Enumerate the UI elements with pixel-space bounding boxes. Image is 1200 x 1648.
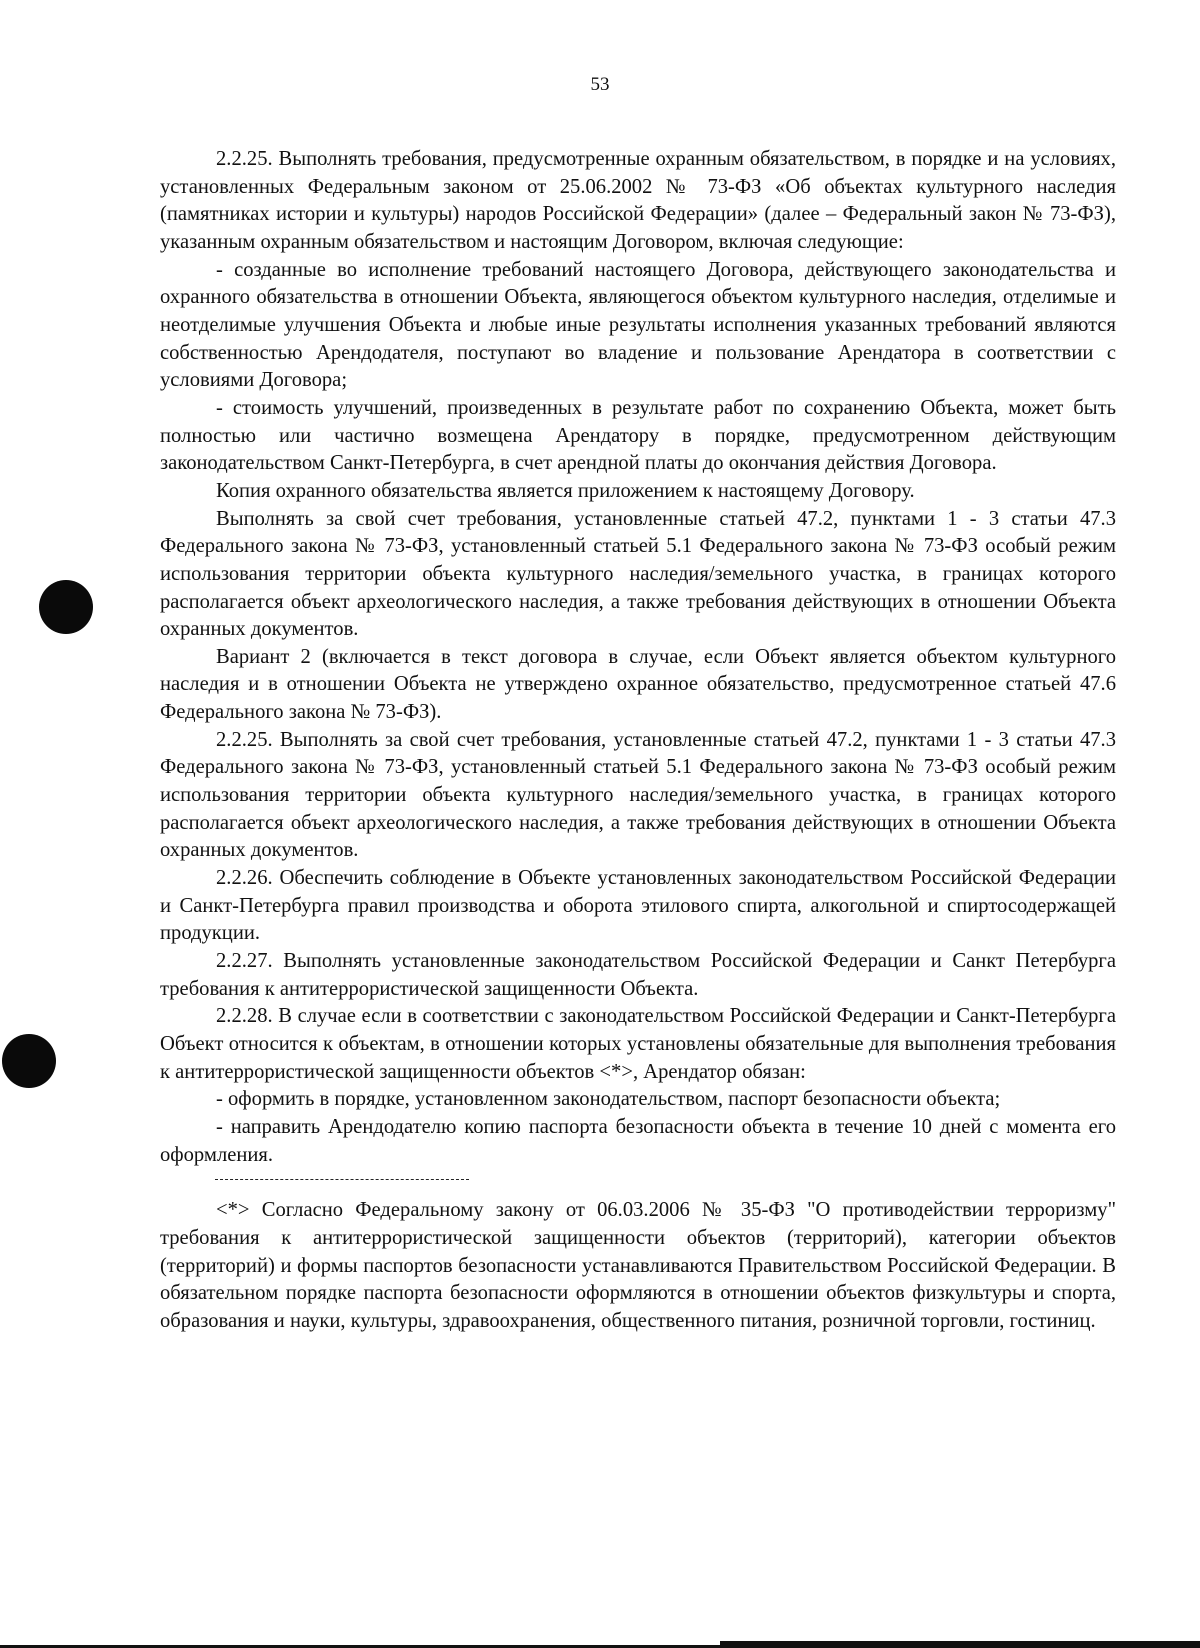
paragraph-2-2-27: 2.2.27. Выполнять установленные законодательством Российской Федерации и Санкт Петербурга требования к антитеррористической защищенности Объекта. <box>160 950 1116 1000</box>
paragraph-variant-2: Вариант 2 (включается в текст договора в случае, если Объект является объектом культурного наследия и в отношении Объекта не утверждено охранное обязательство, предусмотренное статьей 47.6 Федерального закона № 73-ФЗ). <box>160 645 1116 724</box>
list-item: - стоимость улучшений, произведенных в результате работ по сохранению Объекта, может быть полностью или частично возмещена Арендатору в порядке, предусмотренном действующим законодательством Санкт-Петербурга, в счет арендной платы до окончания действия Договора. <box>160 396 1116 475</box>
footnote: <*> Согласно Федеральному закону от 06.03.2006 № 35-ФЗ "О противодействии терроризму" требования к антитеррористической защищенности объектов (территорий), категории объектов (территорий) и формы паспортов безопасности устанавливаются Правительством Российской Федерации. В обязательном порядке паспорта безопасности оформляются в отношении объектов физкультуры и спорта, образования и науки, культуры, здравоохранения, общественного питания, розничной торговли, гостиниц. <box>160 1199 1116 1332</box>
document-body <box>160 146 1116 1336</box>
punch-hole <box>39 580 93 634</box>
paragraph-2-2-28: 2.2.28. В случае если в соответствии с законодательством Российской Федерации и Санкт-Петербурга Объект относится к объектам, в отношении которых установлены обязательные для выполнения требования к антитеррористической защищенности объектов <*>, Арендатор обязан: <box>160 1005 1116 1083</box>
paragraph: Выполнять за свой счет требования, установленные статьей 47.2, пунктами 1 - 3 статьи 47.3 Федерального закона № 73-ФЗ, установленный статьей 5.1 Федерального закона № 73-ФЗ особый режим использования территории объекта культурного наследия/земельного участка, в границах которого располагается объект археологического наследия, а также требования действующих в отношении Объекта охранных документов. <box>160 507 1116 641</box>
list-item: - оформить в порядке, установленном законодательством, паспорт безопасности объекта; <box>216 1088 1001 1111</box>
paragraph-2-2-25-option-2: 2.2.25. Выполнять за свой счет требования, установленные статьей 47.2, пунктами 1 - 3 статьи 47.3 Федерального закона № 73-ФЗ, установленный статьей 5.1 Федерального закона № 73-ФЗ особый режим использования территории объекта культурного наследия/земельного участка, в границах которого располагается объект археологического наследия, а также требования действующих в отношении Объекта охранных документов. <box>160 728 1116 862</box>
footnote-separator <box>160 1169 1116 1197</box>
punch-hole <box>2 1034 56 1088</box>
paragraph-2-2-26: 2.2.26. Обеспечить соблюдение в Объекте установленных законодательством Российской Федерации и Санкт-Петербурга правил производства и оборота этилового спирта, алкогольной и спиртосодержащей продукции. <box>160 867 1116 945</box>
scan-edge-line <box>720 1641 1200 1645</box>
paragraph-2-2-25-option-1: 2.2.25. Выполнять требования, предусмотренные охранным обязательством, в порядке и на условиях, установленных Федеральным законом от 25.06.2002 № 73-ФЗ «Об объектах культурного наследия (памятниках истории и культуры) народов Российской Федерации» (далее – Федеральный закон № 73-ФЗ), указанным охранным обязательством и настоящим Договором, включая следующие: <box>160 148 1116 253</box>
list-item: - направить Арендодателю копию паспорта безопасности объекта в течение 10 дней с момента его оформления. <box>160 1115 1116 1166</box>
list-item: - созданные во исполнение требований настоящего Договора, действующего законодательства и охранного обязательства в отношении Объекта, являющегося объектом культурного наследия, отделимые и неотделимые улучшения Объекта и любые иные результаты исполнения указанных требований являются собственностью Арендодателя, поступают во владение и пользование Арендатора в соответствии с условиями Договора; <box>160 258 1116 392</box>
page-number: 53 <box>590 74 610 95</box>
paragraph: Копия охранного обязательства является приложением к настоящему Договору. <box>216 479 915 502</box>
